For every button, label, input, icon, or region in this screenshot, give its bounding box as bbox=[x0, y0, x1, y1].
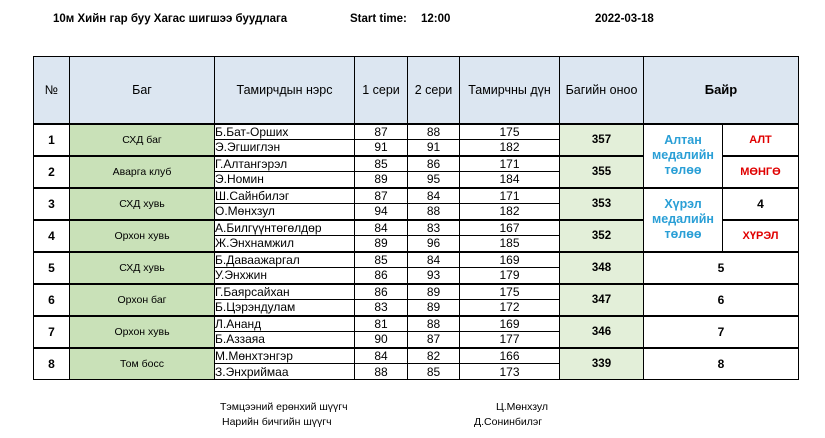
team-number: 2 bbox=[34, 156, 70, 188]
athlete-name: Б.Бат-Орших bbox=[215, 124, 355, 140]
team-score: 347 bbox=[560, 284, 644, 316]
series-1-score: 88 bbox=[355, 364, 408, 380]
team-place: 6 bbox=[644, 284, 799, 316]
series-2-score: 95 bbox=[408, 172, 460, 188]
athlete-name: Б.Аззаяа bbox=[215, 332, 355, 348]
team-name: СХД хувь bbox=[70, 188, 215, 220]
series-2-score: 91 bbox=[408, 140, 460, 156]
athlete-total: 172 bbox=[460, 300, 560, 316]
team-place: 7 bbox=[644, 316, 799, 348]
series-2-score: 89 bbox=[408, 284, 460, 300]
silver-place: МӨНГӨ bbox=[723, 156, 799, 188]
series-2-score: 84 bbox=[408, 252, 460, 268]
team-name: СХД хувь bbox=[70, 252, 215, 284]
athlete-total: 185 bbox=[460, 236, 560, 252]
start-time-value: 12:00 bbox=[421, 13, 451, 25]
col-header-team: Баг bbox=[70, 57, 215, 124]
col-header-series-1: 1 сери bbox=[355, 57, 408, 124]
secretary-name: Д.Сонинбилэг bbox=[474, 416, 543, 428]
series-2-score: 87 bbox=[408, 332, 460, 348]
athlete-name: Г.Баярсайхан bbox=[215, 284, 355, 300]
fourth-place: 4 bbox=[723, 188, 799, 220]
col-header-team-score: Багийн оноо bbox=[560, 57, 644, 124]
table-row bbox=[34, 316, 799, 332]
series-1-score: 94 bbox=[355, 204, 408, 220]
team-score: 352 bbox=[560, 220, 644, 252]
athlete-total: 166 bbox=[460, 348, 560, 364]
series-1-score: 85 bbox=[355, 156, 408, 172]
table-row bbox=[34, 252, 799, 268]
series-2-score: 84 bbox=[408, 188, 460, 204]
gold-place: АЛТ bbox=[723, 124, 799, 156]
series-1-score: 86 bbox=[355, 284, 408, 300]
series-2-score: 88 bbox=[408, 204, 460, 220]
series-2-score: 88 bbox=[408, 124, 460, 140]
series-2-score: 86 bbox=[408, 156, 460, 172]
col-header-athlete-total: Тамирчны дүн bbox=[460, 57, 560, 124]
athlete-name: Б.Даваажаргал bbox=[215, 252, 355, 268]
team-score: 348 bbox=[560, 252, 644, 284]
series-2-score: 89 bbox=[408, 300, 460, 316]
series-1-score: 81 bbox=[355, 316, 408, 332]
athlete-total: 182 bbox=[460, 204, 560, 220]
series-2-score: 85 bbox=[408, 364, 460, 380]
series-2-score: 83 bbox=[408, 220, 460, 236]
team-number: 7 bbox=[34, 316, 70, 348]
team-score: 357 bbox=[560, 124, 644, 156]
team-place: 8 bbox=[644, 348, 799, 380]
team-number: 3 bbox=[34, 188, 70, 220]
series-1-score: 89 bbox=[355, 236, 408, 252]
col-header-place: Байр bbox=[644, 57, 799, 124]
team-name: Аварга клуб bbox=[70, 156, 215, 188]
athlete-total: 179 bbox=[460, 268, 560, 284]
col-header-series-2: 2 сери bbox=[408, 57, 460, 124]
series-1-score: 84 bbox=[355, 220, 408, 236]
team-place: 5 bbox=[644, 252, 799, 284]
event-date: 2022-03-18 bbox=[595, 13, 654, 25]
athlete-total: 175 bbox=[460, 284, 560, 300]
team-number: 6 bbox=[34, 284, 70, 316]
athlete-total: 184 bbox=[460, 172, 560, 188]
athlete-total: 177 bbox=[460, 332, 560, 348]
team-name: Орхон хувь bbox=[70, 220, 215, 252]
series-1-score: 84 bbox=[355, 348, 408, 364]
table-row bbox=[34, 348, 799, 364]
team-name: Орхон хувь bbox=[70, 316, 215, 348]
athlete-total: 175 bbox=[460, 124, 560, 140]
team-score: 339 bbox=[560, 348, 644, 380]
bronze-match-label: Хүрэл медалийн төлөө bbox=[644, 188, 723, 252]
athlete-name: Э.Эгшиглэн bbox=[215, 140, 355, 156]
series-1-score: 83 bbox=[355, 300, 408, 316]
results-table bbox=[33, 56, 799, 380]
series-2-score: 96 bbox=[408, 236, 460, 252]
team-number: 1 bbox=[34, 124, 70, 156]
team-name: СХД баг bbox=[70, 124, 215, 156]
team-name: Том босс bbox=[70, 348, 215, 380]
table-row bbox=[34, 124, 799, 140]
athlete-name: А.Билгүүнтөгөлдөр bbox=[215, 220, 355, 236]
event-title: 10м Хийн гар буу Хагас шигшээ буудлага bbox=[53, 13, 288, 25]
team-number: 4 bbox=[34, 220, 70, 252]
athlete-name: Ж.Энхнамжил bbox=[215, 236, 355, 252]
athlete-total: 173 bbox=[460, 364, 560, 380]
chief-judge-name: Ц.Мөнхзул bbox=[496, 401, 549, 413]
athlete-name: О.Мөнхзул bbox=[215, 204, 355, 220]
gold-match-label: Алтан медалийн төлөө bbox=[644, 124, 723, 188]
team-number: 5 bbox=[34, 252, 70, 284]
athlete-name: Э.Номин bbox=[215, 172, 355, 188]
chief-judge-title: Тэмцээний ерөнхий шүүгч bbox=[220, 401, 348, 413]
series-1-score: 89 bbox=[355, 172, 408, 188]
series-2-score: 82 bbox=[408, 348, 460, 364]
series-1-score: 87 bbox=[355, 188, 408, 204]
header-row bbox=[34, 57, 799, 124]
team-score: 346 bbox=[560, 316, 644, 348]
series-2-score: 93 bbox=[408, 268, 460, 284]
athlete-total: 171 bbox=[460, 188, 560, 204]
athlete-total: 169 bbox=[460, 316, 560, 332]
athlete-total: 182 bbox=[460, 140, 560, 156]
start-time-label: Start time: bbox=[350, 13, 407, 25]
team-score: 355 bbox=[560, 156, 644, 188]
athlete-name: У.Энхжин bbox=[215, 268, 355, 284]
series-1-score: 86 bbox=[355, 268, 408, 284]
bronze-place: ХҮРЭЛ bbox=[723, 220, 799, 252]
athlete-name: Ш.Сайнбилэг bbox=[215, 188, 355, 204]
team-name: Орхон баг bbox=[70, 284, 215, 316]
athlete-name: Г.Алтангэрэл bbox=[215, 156, 355, 172]
athlete-name: З.Энхриймаа bbox=[215, 364, 355, 380]
athlete-name: Б.Цэрэндулам bbox=[215, 300, 355, 316]
table-row bbox=[34, 284, 799, 300]
series-1-score: 87 bbox=[355, 124, 408, 140]
col-header-number: № bbox=[34, 57, 70, 124]
col-header-athletes: Тамирчдын нэрс bbox=[215, 57, 355, 124]
series-1-score: 85 bbox=[355, 252, 408, 268]
secretary-title: Нарийн бичгийн шүүгч bbox=[222, 416, 332, 428]
athlete-name: Л.Ананд bbox=[215, 316, 355, 332]
athlete-total: 171 bbox=[460, 156, 560, 172]
athlete-name: М.Мөнхтэнгэр bbox=[215, 348, 355, 364]
series-2-score: 88 bbox=[408, 316, 460, 332]
athlete-total: 167 bbox=[460, 220, 560, 236]
athlete-total: 169 bbox=[460, 252, 560, 268]
table-row bbox=[34, 188, 799, 204]
series-1-score: 91 bbox=[355, 140, 408, 156]
team-score: 353 bbox=[560, 188, 644, 220]
team-number: 8 bbox=[34, 348, 70, 380]
series-1-score: 90 bbox=[355, 332, 408, 348]
